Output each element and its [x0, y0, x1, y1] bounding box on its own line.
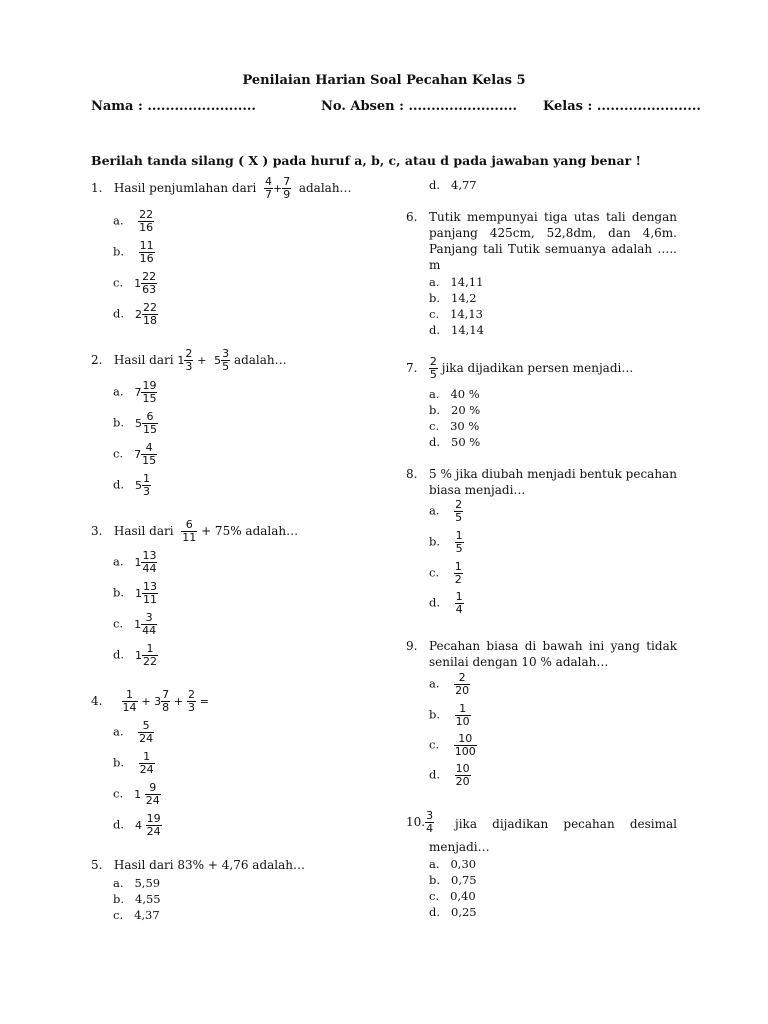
fraction: $\frac{4}{7}$	[264, 175, 272, 201]
question-10: 10. $\frac{3}{4}$	[406, 809, 434, 835]
option-d[interactable]: d. 5 $\frac{1}{3}$	[113, 472, 150, 498]
instruction: Berilah tanda silang ( X ) pada huruf a, b, c, atau d pada jawaban yang benar !	[91, 153, 642, 168]
option-a[interactable]: a. $\frac{5}{24}$	[113, 719, 154, 745]
question-1: 1. Hasil penjumlahan dari $\frac{4}{7}$ + $\frac{7}{9}$ adalah…	[91, 175, 352, 201]
question-3: 3. Hasil dari $\frac{6}{11}$ + 75% adalah…	[91, 518, 299, 544]
option-b[interactable]: b. 4,55	[113, 892, 161, 906]
option-d[interactable]: d. $\frac{10}{20}$	[429, 762, 470, 788]
option-a[interactable]: a. 7 $\frac{19}{15}$	[113, 379, 157, 405]
nama-field[interactable]: Nama : ........................	[91, 99, 256, 114]
option-d[interactable]: d. 4 $\frac{19}{24}$	[113, 812, 161, 838]
question-8-line2: biasa menjadi…	[429, 483, 526, 497]
fraction: $\frac{7}{9}$	[283, 175, 291, 201]
option-c[interactable]: c. 1 $\frac{22}{63}$	[113, 270, 157, 296]
question-number: 9.	[406, 639, 418, 653]
question-4: 4. $\frac{1}{14}$ + 3 $\frac{7}{8}$ + $\frac{2}{3}$ =	[91, 688, 209, 714]
option-a[interactable]: a. 0,30	[429, 857, 477, 871]
option-b[interactable]: b. $\frac{1}{10}$	[429, 702, 470, 728]
option-c[interactable]: c. $\frac{1}{2}$	[429, 560, 462, 586]
option-b[interactable]: b. 5 $\frac{6}{15}$	[113, 410, 157, 436]
question-number: 8.	[406, 467, 418, 481]
option-a[interactable]: a. $\frac{22}{16}$	[113, 208, 154, 234]
option-b[interactable]: b. 1 $\frac{13}{11}$	[113, 580, 157, 606]
kelas-field[interactable]: Kelas : .......................	[543, 99, 701, 114]
question-text-end: adalah…	[298, 181, 352, 195]
question-text: Hasil penjumlahan dari	[113, 181, 257, 195]
absen-field[interactable]: No. Absen : ........................	[321, 99, 518, 114]
question-6-line3: Panjang tali Tutik semuanya adalah …..	[429, 242, 677, 256]
question-6-line1: Tutik mempunyai tiga utas tali dengan	[429, 210, 677, 224]
option-b[interactable]: b. 0,75	[429, 873, 477, 887]
option-a[interactable]: a. 1 $\frac{13}{44}$	[113, 549, 157, 575]
option-a[interactable]: a. 5,59	[113, 876, 161, 890]
page-title: Penilaian Harian Soal Pecahan Kelas 5	[242, 73, 526, 88]
question-2: 2. Hasil dari 1 $\frac{2}{3}$ + 5 $\frac{3}{5}$ adalah…	[91, 347, 287, 373]
option-b[interactable]: b. $\frac{1}{5}$	[429, 529, 463, 555]
option-d[interactable]: d. 4,77	[429, 178, 477, 192]
option-d[interactable]: d. 1 $\frac{1}{22}$	[113, 642, 157, 668]
option-d[interactable]: d. 2 $\frac{22}{18}$	[113, 301, 157, 327]
question-5: 5. Hasil dari 83% + 4,76 adalah…	[91, 858, 305, 872]
option-c[interactable]: c. 1 $\frac{9}{24}$	[113, 781, 160, 807]
option-c[interactable]: c. 1 $\frac{3}{44}$	[113, 611, 157, 637]
option-b[interactable]: b. 20 %	[429, 403, 481, 417]
question-6-line2: panjang 425cm, 52,8dm, dan 4,6m.	[429, 226, 677, 240]
option-c[interactable]: c. 7 $\frac{4}{15}$	[113, 441, 157, 467]
question-number: 6.	[406, 210, 418, 224]
option-a[interactable]: a. 40 %	[429, 387, 480, 401]
question-number: 1.	[91, 181, 103, 195]
option-a[interactable]: a. $\frac{2}{20}$	[429, 671, 470, 697]
option-a[interactable]: a. 14,11	[429, 275, 484, 289]
question-10-line1: jika dijadikan pecahan desimal	[455, 817, 677, 831]
question-6-line4: m	[429, 258, 441, 272]
option-d[interactable]: d. 0,25	[429, 905, 477, 919]
option-b[interactable]: b. $\frac{11}{16}$	[113, 239, 154, 265]
option-d[interactable]: d. 50 %	[429, 435, 481, 449]
question-8-line1: 5 % jika diubah menjadi bentuk pecahan	[429, 467, 677, 481]
option-c[interactable]: c. 4,37	[113, 908, 160, 922]
option-b[interactable]: b. 14,2	[429, 291, 477, 305]
option-c[interactable]: c. 30 %	[429, 419, 480, 433]
question-10-line2: menjadi…	[429, 840, 490, 854]
option-d[interactable]: d. 14,14	[429, 323, 484, 337]
option-c[interactable]: c. 14,13	[429, 307, 484, 321]
question-9-line1: Pecahan biasa di bawah ini yang tidak	[429, 639, 677, 653]
option-a[interactable]: a. $\frac{2}{5}$	[429, 498, 463, 524]
option-c[interactable]: c. 0,40	[429, 889, 476, 903]
option-d[interactable]: d. $\frac{1}{4}$	[429, 590, 463, 616]
question-9-line2: senilai dengan 10 % adalah…	[429, 655, 609, 669]
question-7: 7. $\frac{2}{5}$ jika dijadikan persen menjadi…	[406, 355, 634, 381]
option-c[interactable]: c. $\frac{10}{100}$	[429, 732, 476, 758]
option-b[interactable]: b. $\frac{1}{24}$	[113, 750, 154, 776]
